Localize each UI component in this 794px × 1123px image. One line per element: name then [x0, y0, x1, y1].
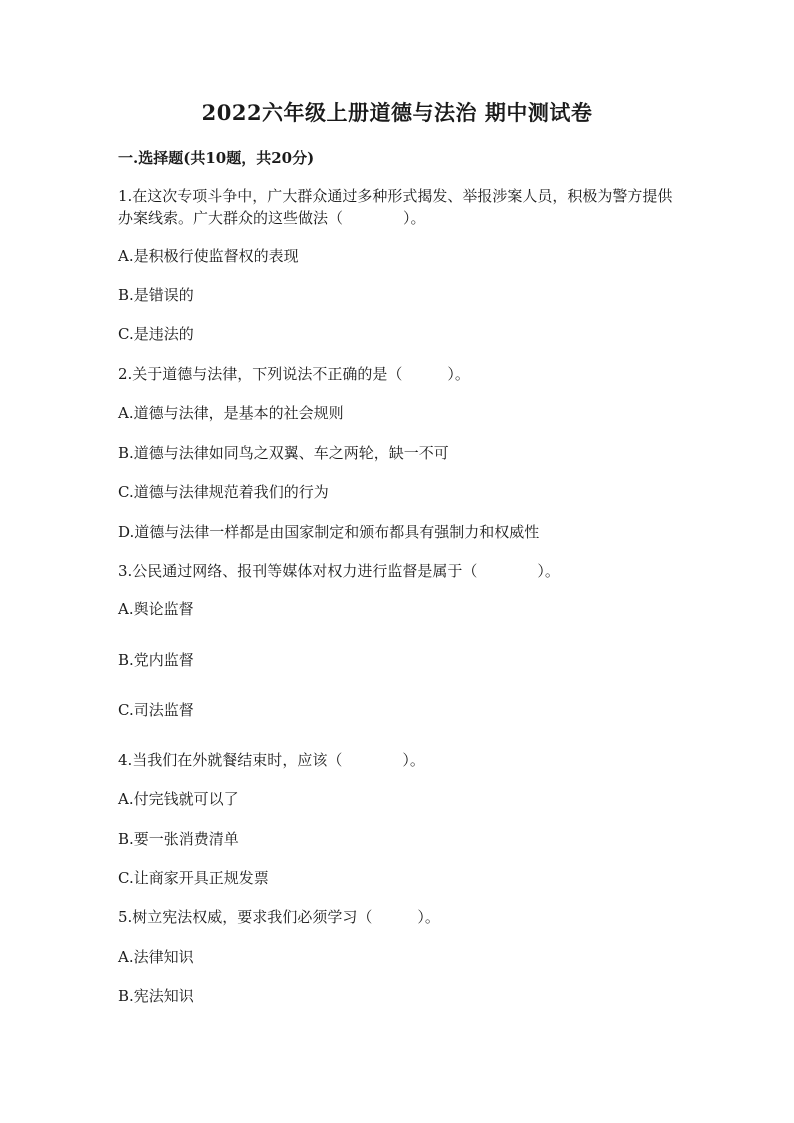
question-stem: 5.树立宪法权威，要求我们必须学习（ ）。: [118, 908, 440, 926]
option-item: C.是违法的: [118, 325, 194, 343]
option-item: A.舆论监督: [118, 600, 194, 618]
option-item: B.道德与法律如同鸟之双翼、车之两轮，缺一不可: [118, 444, 449, 462]
question-stem: 1.在这次专项斗争中，广大群众通过多种形式揭发、举报涉案人员，积极为警方提供办案线索。广大群众的这些做法（ ）。: [118, 187, 673, 227]
option-item: C.让商家开具正规发票: [118, 869, 269, 887]
question-stem: 2.关于道德与法律，下列说法不正确的是（ ）。: [118, 365, 470, 383]
option-item: B.要一张消费清单: [118, 830, 239, 848]
page-title: 2022六年级上册道德与法治 期中测试卷: [201, 100, 593, 125]
option-item: C.道德与法律规范着我们的行为: [118, 483, 329, 501]
option-item: A.付完钱就可以了: [118, 790, 239, 808]
option-item: B.党内监督: [118, 651, 194, 669]
option-item: B.宪法知识: [118, 987, 194, 1005]
section-heading: 一.选择题(共10题，共20分): [118, 149, 315, 167]
question-stem: 3.公民通过网络、报刊等媒体对权力进行监督是属于（ ）。: [118, 562, 560, 580]
option-item: C.司法监督: [118, 701, 194, 719]
option-item: B.是错误的: [118, 286, 194, 304]
option-item: A.法律知识: [118, 948, 194, 966]
option-item: A.是积极行使监督权的表现: [118, 247, 299, 265]
option-item: A.道德与法律，是基本的社会规则: [118, 404, 344, 422]
option-item: D.道德与法律一样都是由国家制定和颁布都具有强制力和权威性: [118, 523, 540, 541]
question-stem: 4.当我们在外就餐结束时，应该（ ）。: [118, 751, 425, 769]
